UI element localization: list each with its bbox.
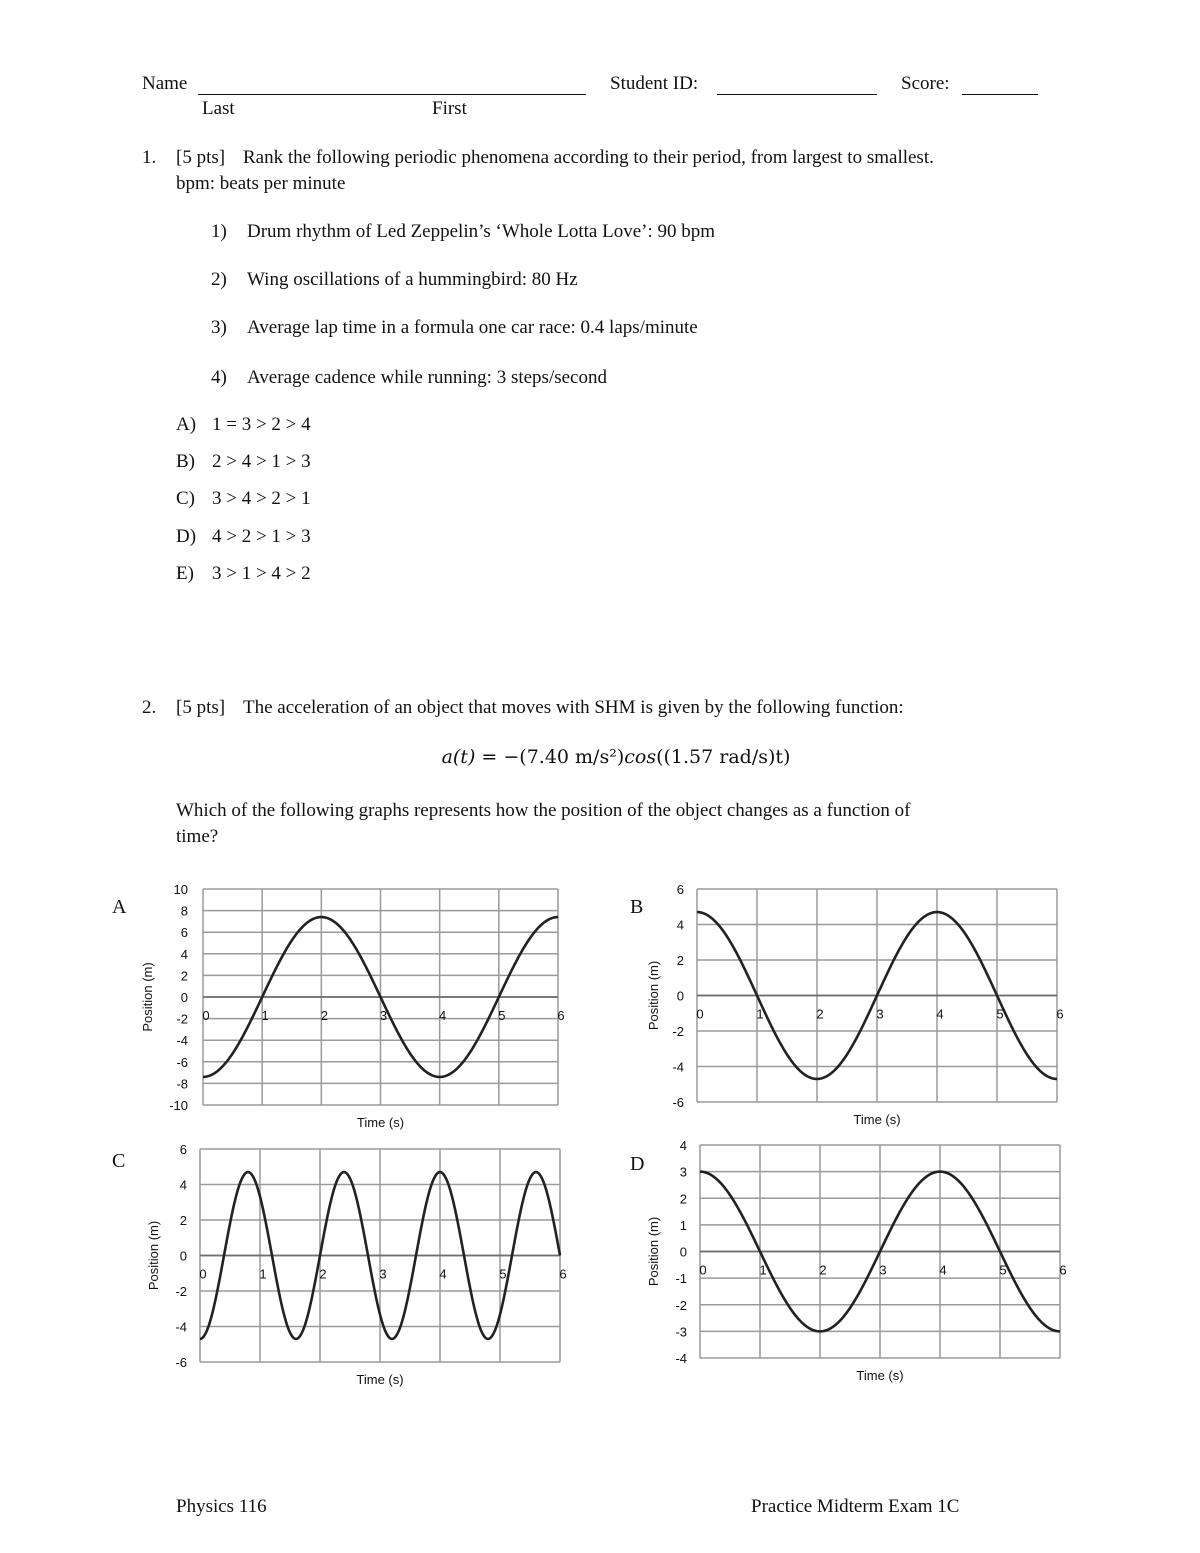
x-tick-label: 2: [319, 1266, 327, 1282]
x-tick-label: 0: [699, 1262, 707, 1278]
x-tick-label: 5: [499, 1266, 507, 1282]
x-tick-label: 1: [756, 1006, 764, 1022]
panel-label-a[interactable]: A: [112, 896, 127, 918]
x-tick-label: 0: [696, 1006, 704, 1022]
item-number: 1): [211, 221, 227, 242]
footer-exam: Practice Midterm Exam 1C: [751, 1496, 960, 1517]
item-text: Average cadence while running: 3 steps/second: [247, 367, 607, 388]
x-tick-label: 1: [759, 1262, 767, 1278]
x-tick-label: 0: [202, 1008, 210, 1023]
y-axis-label: Position (m): [646, 1216, 661, 1287]
equation-coefficient: = −(7.40 m/s²): [475, 746, 625, 768]
y-tick-label: 6: [179, 1142, 187, 1157]
x-tick-label: 5: [498, 1008, 506, 1023]
q1-note: bpm: beats per minute: [176, 173, 346, 194]
x-tick-label: 4: [939, 1262, 947, 1278]
choice-letter: B): [176, 451, 195, 472]
x-tick-label: 3: [876, 1006, 884, 1022]
x-tick-label: 6: [1056, 1006, 1064, 1022]
y-tick-label: -10: [169, 1098, 188, 1113]
y-tick-label: -4: [675, 1351, 687, 1366]
y-tick-label: 10: [173, 882, 188, 897]
item-number: 4): [211, 367, 227, 388]
score-label: Score:: [901, 73, 950, 94]
y-tick-label: -6: [175, 1355, 187, 1370]
x-tick-label: 5: [999, 1262, 1007, 1278]
q2-number: 2.: [142, 697, 157, 718]
x-axis-label: Time (s): [356, 1372, 404, 1387]
q2-points: [5 pts]: [176, 697, 226, 718]
q2-question-line-1: Which of the following graphs represents how the position of the object changes as a function of: [176, 800, 911, 821]
chart-d: [640, 1132, 1080, 1388]
student-id-blank[interactable]: [717, 94, 877, 95]
footer-course: Physics 116: [176, 1496, 267, 1517]
x-tick-label: 4: [439, 1008, 447, 1023]
q1-prompt: Rank the following periodic phenomena according to their period, from largest to smallest.: [243, 147, 934, 168]
last-label: Last: [202, 98, 235, 119]
x-tick-label: 2: [819, 1262, 827, 1278]
choice-text: 3 > 4 > 2 > 1: [212, 488, 311, 509]
q2-prompt: The acceleration of an object that moves with SHM is given by the following function:: [243, 697, 904, 718]
x-axis-label: Time (s): [853, 1112, 901, 1127]
first-label: First: [432, 98, 467, 119]
equation-function: cos: [624, 746, 657, 768]
y-tick-label: -3: [675, 1324, 687, 1340]
y-tick-label: -4: [175, 1319, 187, 1335]
y-tick-label: -2: [675, 1297, 687, 1313]
x-tick-label: 2: [816, 1006, 824, 1022]
y-tick-label: -4: [176, 1033, 188, 1049]
q2-question-line-2: time?: [176, 826, 219, 847]
chart-c: [140, 1136, 580, 1392]
choice-letter: D): [176, 526, 197, 547]
x-tick-label: 0: [199, 1266, 207, 1282]
score-blank[interactable]: [962, 94, 1038, 95]
y-tick-label: -8: [176, 1076, 188, 1092]
y-tick-label: 0: [179, 1248, 187, 1264]
chart-a: [130, 876, 580, 1132]
y-tick-label: 4: [676, 917, 684, 933]
x-tick-label: 6: [1059, 1262, 1067, 1278]
y-tick-label: -6: [672, 1095, 684, 1110]
y-tick-label: 4: [180, 946, 188, 962]
y-tick-label: 2: [179, 1213, 187, 1228]
x-axis-label: Time (s): [856, 1368, 904, 1383]
y-tick-label: 2: [679, 1191, 687, 1207]
choice-letter: A): [176, 414, 197, 435]
y-tick-label: 4: [179, 1177, 187, 1193]
x-tick-label: 3: [879, 1262, 887, 1278]
item-number: 3): [211, 317, 227, 338]
y-axis-label: Position (m): [646, 960, 661, 1031]
choice-text: 4 > 2 > 1 > 3: [212, 526, 311, 547]
y-tick-label: 6: [676, 882, 684, 897]
y-tick-label: 4: [679, 1138, 687, 1153]
choice-letter: C): [176, 488, 195, 509]
y-tick-label: 3: [679, 1164, 687, 1180]
q1-number: 1.: [142, 147, 157, 168]
y-tick-label: -1: [675, 1271, 687, 1287]
y-tick-label: 8: [180, 903, 188, 919]
x-axis-label: Time (s): [356, 1115, 405, 1130]
q1-points: [5 pts]: [176, 147, 226, 168]
x-tick-label: 2: [320, 1008, 328, 1023]
x-tick-label: 6: [557, 1008, 565, 1023]
student-id-label: Student ID:: [610, 73, 699, 94]
x-tick-label: 1: [261, 1008, 269, 1023]
y-tick-label: -6: [176, 1054, 188, 1070]
x-tick-label: 3: [379, 1008, 388, 1023]
y-tick-label: 2: [180, 968, 188, 984]
name-label: Name: [142, 73, 188, 94]
equation-lhs: a(t): [441, 746, 476, 768]
name-blank[interactable]: [198, 94, 586, 95]
x-tick-label: 4: [439, 1266, 447, 1282]
item-text: Drum rhythm of Led Zeppelin’s ‘Whole Lotta Love’: 90 bpm: [247, 221, 716, 242]
choice-text: 3 > 1 > 4 > 2: [212, 563, 311, 584]
q2-equation: [0, 746, 1200, 768]
panel-label-d[interactable]: D: [630, 1153, 645, 1175]
y-axis-label: Position (m): [140, 962, 155, 1032]
y-tick-label: -2: [672, 1024, 684, 1039]
y-tick-label: 6: [180, 925, 188, 941]
choice-text: 1 = 3 > 2 > 4: [212, 414, 311, 435]
y-tick-label: 0: [679, 1244, 687, 1260]
y-tick-label: 2: [676, 953, 684, 968]
x-tick-label: 5: [996, 1006, 1004, 1022]
y-tick-label: -4: [672, 1059, 684, 1075]
chart-b: [640, 876, 1080, 1132]
choice-text: 2 > 4 > 1 > 3: [212, 451, 311, 472]
y-tick-label: -2: [176, 1011, 188, 1027]
x-tick-label: 6: [559, 1266, 567, 1282]
panel-label-c[interactable]: C: [112, 1150, 126, 1172]
choice-letter: E): [176, 563, 194, 584]
item-text: Wing oscillations of a hummingbird: 80 Hz: [247, 269, 578, 290]
item-text: Average lap time in a formula one car race: 0.4 laps/minute: [247, 317, 698, 338]
y-tick-label: 0: [676, 988, 684, 1004]
y-tick-label: 0: [180, 990, 188, 1005]
equation-argument: ((1.57 rad/s)t): [656, 746, 791, 768]
panel-label-b[interactable]: B: [630, 896, 644, 918]
y-tick-label: -2: [175, 1284, 187, 1299]
y-tick-label: 1: [679, 1217, 687, 1233]
x-tick-label: 4: [936, 1006, 944, 1022]
y-axis-label: Position (m): [146, 1220, 161, 1291]
item-number: 2): [211, 269, 227, 290]
x-tick-label: 1: [259, 1266, 267, 1282]
x-tick-label: 3: [379, 1266, 387, 1282]
